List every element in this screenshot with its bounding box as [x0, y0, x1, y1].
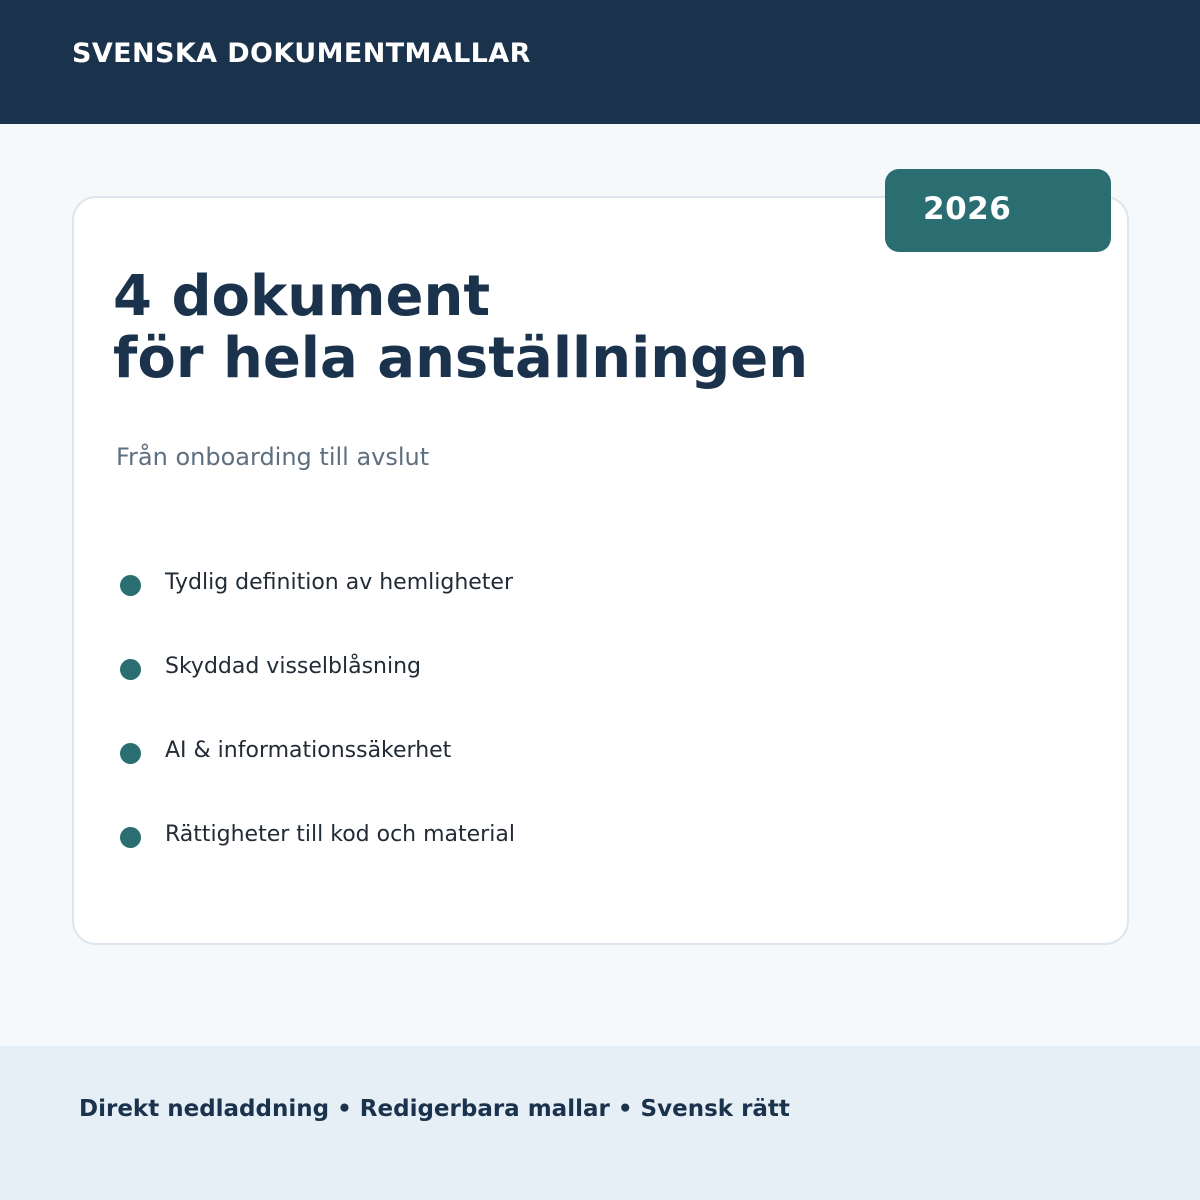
- card-title-line-2: för hela anställningen: [113, 326, 809, 391]
- bullet-dot-icon: [120, 743, 141, 764]
- footer-bar: [0, 1046, 1200, 1200]
- card-title-line-1: 4 dokument: [113, 264, 491, 329]
- footer-tagline: Direkt nedladdning • Redigerbara mallar • Svensk rätt: [79, 1096, 790, 1122]
- feature-item-label: Rättigheter till kod och material: [165, 822, 515, 847]
- year-badge: [885, 169, 1111, 252]
- card-subtitle: Från onboarding till avslut: [116, 443, 430, 471]
- feature-item-label: AI & informationssäkerhet: [165, 738, 452, 763]
- bullet-dot-icon: [120, 659, 141, 680]
- feature-item-label: Skyddad visselblåsning: [165, 654, 421, 679]
- card-title: [113, 266, 808, 390]
- bullet-dot-icon: [120, 827, 141, 848]
- feature-item-label: Tydlig definition av hemligheter: [165, 570, 514, 595]
- header-bar: [0, 0, 1200, 124]
- year-badge-label: 2026: [923, 191, 1012, 227]
- brand-name: SVENSKA DOKUMENTMALLAR: [72, 38, 531, 69]
- bullet-dot-icon: [120, 575, 141, 596]
